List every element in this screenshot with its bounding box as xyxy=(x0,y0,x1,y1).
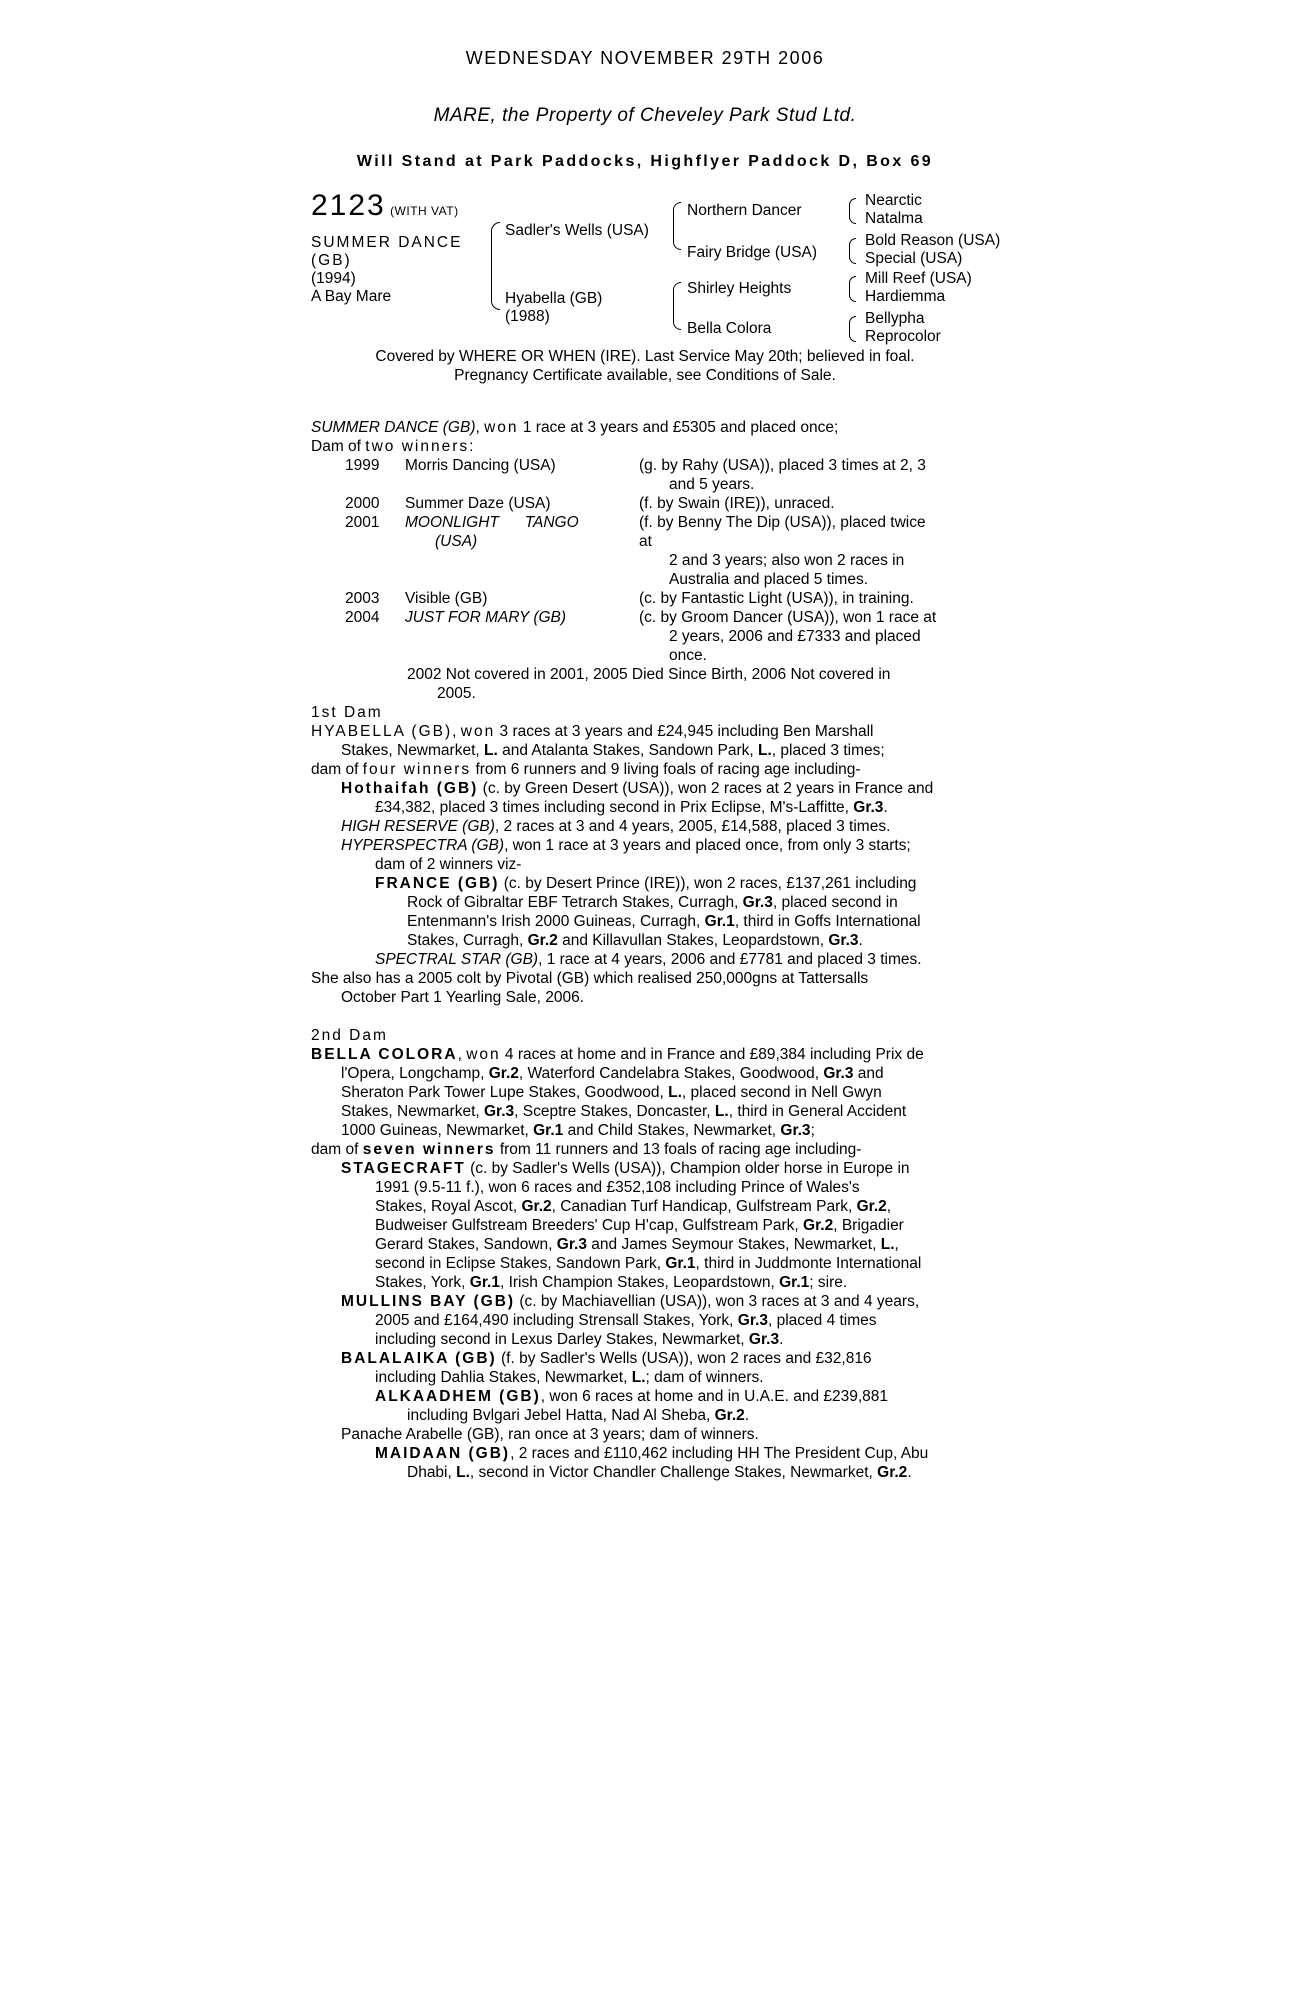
progeny-list xyxy=(345,456,991,665)
ped-dds: Bellypha xyxy=(865,310,925,327)
ped-dsd: Hardiemma xyxy=(865,288,946,305)
catalogue-body: SUMMER DANCE (GB), won 1 race at 3 years and £5305 and placed once; Dam of two winners: 1999 Morris Dancing (USA) (g. by Rahy (USA)), placed 3 times at 2, 3 and 5 years. 2000 Summer Daze (USA) (f. by Swain (IRE)), unraced. 2001 MOONLIGHT TANGO (USA) (f. by Benny The Dip (USA)), placed twice at 2 and 3 years; also won 2 races in Australia and placed 5 times. 2003 Visible (GB) (c. by Fantastic Light (USA)), in training. 2004 JUST FOR MARY (GB) (c. by Groom Dancer (USA)), won 1 race at 2 years, 2006 and £7333 and placed once. 2002 Not covered in 2001, 2005 Died Since Birth, 2006 Not covered in 2005. 1st Dam HYABELLA (GB), won 3 races at 3 years and £24,945 including Ben Marshall Stakes, Newmarket, L. and Atalanta Stakes, Sandown Park, L., placed 3 times; dam of four winners from 6 runners and 9 living foals of racing age including- Hothaifah (GB) (c. by Green Desert (USA)), won 2 races at 2 years in France and £34,382, placed 3 times including second in Prix Eclipse, M's-Laffitte, Gr.3. HIGH RESERVE (GB), 2 races at 3 and 4 years, 2005, £14,588, placed 3 times. HYPERSPECTRA (GB), won 1 race at 3 years and placed once, from only 3 starts; dam of 2 winners viz- FRANCE (GB) (c. by Desert Prince (IRE)), won 2 races, £137,261 including Rock of Gibraltar EBF Tetrarch Stakes, Curragh, Gr.3, placed second in Entenmann's Irish 2000 Guineas, Curragh, Gr.1, third in Goffs International Stakes, Curragh, Gr.2 and Killavullan Stakes, Leopardstown, Gr.3. SPECTRAL STAR (GB), 1 race at 4 years, 2006 and £7781 and placed 3 times. She also has a 2005 colt by Pivotal (GB) which realised 250,000gns at Tattersalls October Part 1 Yearling Sale, 2006. 2nd Dam BELLA COLORA, won 4 races at home and in France and £89,384 including Prix de l'Opera, Longchamp, Gr.2, Waterford Candelabra Stakes, Goodwood, Gr.3 and Sheraton Park Tower Lupe Stakes, Goodwood, L., placed second in Nell Gwyn Stakes, Newmarket, Gr.3, Sceptre Stakes, Doncaster, L., third in General Accident 1000 Guineas, Newmarket, Gr.1 and Child Stakes, Newmarket, Gr.3; dam of seven winners from 11 runners and 13 foals of racing age including- STAGECRAFT (c. by Sadler's Wells (USA)), Champion older horse in Europe in 1991 (9.5-11 f.), won 6 races and £352,108 including Prince of Wales's Stakes, Royal Ascot, Gr.2, Canadian Turf Handicap, Gulfstream Park, Gr.2, Budweiser Gulfstream Breeders' Cup H'cap, Gulfstream Park, Gr.2, Brigadier Gerard Stakes, Sandown, Gr.3 and James Seymour Stakes, Newmarket, L., second in Eclipse Stakes, Sandown Park, Gr.1, third in Juddmonte International Stakes, York, Gr.1, Irish Champion Stakes, Leopardstown, Gr.1; sire. MULLINS BAY (GB) (c. by Machiavellian (USA)), won 3 races at 3 and 4 years, 2005 and £164,490 including Strensall Stakes, York, Gr.3, placed 4 times including second in Lexus Darley Stakes, Newmarket, Gr.3. BALALAIKA (GB) (f. by Sadler's Wells (USA)), won 2 races and £32,816 including Dahlia Stakes, Newmarket, L.; dam of winners. ALKAADHEM (GB), won 6 races at home and in U.A.E. and £239,881 including Bvlgari Jebel Hatta, Nad Al Sheba, Gr.2. Panache Arabelle (GB), ran once at 3 years; dam of winners. MAIDAAN (GB), 2 races and £110,462 including HH The President Cup, Abu Dhabi, L., second in Victor Chandler Challenge Stakes, Newmarket, Gr.2. xyxy=(311,418,991,1482)
winners-count: two winners xyxy=(365,438,470,455)
bracket xyxy=(491,222,500,310)
bracket xyxy=(849,198,856,224)
ped-dss: Mill Reef (USA) xyxy=(865,270,972,287)
progeny-detail: (f. by Swain (IRE)), unraced. xyxy=(639,495,835,512)
bracket xyxy=(849,316,856,342)
bracket xyxy=(849,276,856,302)
progeny-year: 1999 xyxy=(345,457,380,474)
horse-year: (1994) xyxy=(311,270,356,287)
produce-entry: HIGH RESERVE (GB), 2 races at 3 and 4 years, 2005, £14,588, placed 3 times. xyxy=(341,818,891,835)
property-line: MARE, the Property of Cheveley Park Stud Ltd. xyxy=(433,105,857,126)
dam-sire: Shirley Heights xyxy=(687,280,792,297)
produce-entry: Hothaifah (GB) (c. by Green Desert (USA)), won 2 races at 2 years in France and xyxy=(341,780,934,797)
progeny-detail: (c. by Groom Dancer (USA)), won 1 race at 2 years, 2006 and £7333 and placed once. xyxy=(639,609,937,664)
progeny-detail: (f. by Benny The Dip (USA)), placed twice at 2 and 3 years; also won 2 races in Australia and placed 5 times. xyxy=(639,514,926,588)
bracket xyxy=(849,238,856,264)
stand-location: Will Stand at Park Paddocks, Highflyer Paddock D, Box 69 xyxy=(356,153,934,170)
progeny-note: 2002 Not covered in 2001, 2005 Died Since Birth, 2006 Not covered in 2005. xyxy=(407,666,891,702)
produce-entry: ALKAADHEM (GB), won 6 races at home and in U.A.E. and £239,881 xyxy=(375,1388,889,1405)
progeny-year: 2003 xyxy=(345,590,380,607)
produce-entry: STAGECRAFT (c. by Sadler's Wells (USA)), Champion older horse in Europe in xyxy=(341,1160,910,1177)
horse-description: A Bay Mare xyxy=(311,288,392,305)
sire-sire: Northern Dancer xyxy=(687,202,802,219)
certificate-line: Pregnancy Certificate available, see Conditions of Sale. xyxy=(454,367,836,384)
produce-entry: MAIDAAN (GB), 2 races and £110,462 including HH The President Cup, Abu xyxy=(375,1445,929,1462)
produce-entry: BALALAIKA (GB) (f. by Sadler's Wells (USA)), won 2 races and £32,816 xyxy=(341,1350,872,1367)
progeny-name: JUST FOR MARY (GB) xyxy=(405,609,567,626)
pedigree-table xyxy=(311,190,1011,350)
ped-ssd: Natalma xyxy=(865,210,923,227)
horse-name: SUMMER DANCE xyxy=(311,234,463,251)
sire: Sadler's Wells (USA) xyxy=(505,222,649,239)
produce-entry: MULLINS BAY (GB) (c. by Machiavellian (USA)), won 3 races at 3 and 4 years, xyxy=(341,1293,920,1310)
progeny-name: Summer Daze (USA) xyxy=(405,495,551,512)
progeny-name: Morris Dancing (USA) xyxy=(405,457,556,474)
bracket xyxy=(673,202,681,250)
produce-entry: SPECTRAL STAR (GB), 1 race at 4 years, 2006 and £7781 and placed 3 times. xyxy=(375,951,922,968)
ped-sss: Nearctic xyxy=(865,192,922,209)
covered-note xyxy=(0,347,1290,385)
ped-ddd: Reprocolor xyxy=(865,328,941,345)
lot-number: 2123 xyxy=(311,189,386,222)
produce-entry: HYPERSPECTRA (GB), won 1 race at 3 years and placed once, from only 3 starts; xyxy=(341,837,911,854)
horse-country: (GB) xyxy=(311,252,352,269)
sale-date: WEDNESDAY NOVEMBER 29TH 2006 xyxy=(465,48,825,68)
progeny-year: 2004 xyxy=(345,609,380,626)
progeny-detail: (g. by Rahy (USA)), placed 3 times at 2, 3 and 5 years. xyxy=(639,457,926,493)
mare-name: SUMMER DANCE (GB) xyxy=(311,419,476,436)
second-dam-heading: 2nd Dam xyxy=(311,1027,388,1044)
mare-record: SUMMER DANCE (GB), won 1 race at 3 years and £5305 and placed once; xyxy=(311,419,839,436)
produce-entry: FRANCE (GB) (c. by Desert Prince (IRE)), won 2 races, £137,261 including xyxy=(375,875,917,892)
second-dam-name: BELLA COLORA xyxy=(311,1046,458,1063)
progeny-year: 2001 xyxy=(345,514,380,531)
progeny-year: 2000 xyxy=(345,495,380,512)
covered-line: Covered by WHERE OR WHEN (IRE). Last Service May 20th; believed in foal. xyxy=(375,348,915,365)
ped-sdd: Special (USA) xyxy=(865,250,963,267)
bracket xyxy=(673,282,681,330)
produce-entry: Panache Arabelle (GB), ran once at 3 years; dam of winners. xyxy=(341,1426,759,1443)
lot-heading xyxy=(311,190,459,222)
dam: Hyabella (GB) xyxy=(505,290,603,307)
progeny-name: Visible (GB) xyxy=(405,590,488,607)
progeny-detail: (c. by Fantastic Light (USA)), in training. xyxy=(639,590,914,607)
dam-dam: Bella Colora xyxy=(687,320,772,337)
first-dam-heading: 1st Dam xyxy=(311,704,383,721)
vat-note: (WITH VAT) xyxy=(390,204,459,218)
ped-sds: Bold Reason (USA) xyxy=(865,232,1001,249)
sire-dam: Fairy Bridge (USA) xyxy=(687,244,818,261)
progeny-name: MOONLIGHT TANGO (USA) xyxy=(405,514,579,550)
first-dam-name: HYABELLA (GB) xyxy=(311,723,453,740)
dam-of-line: Dam of two winners: xyxy=(311,438,474,455)
also-note: She also has a 2005 colt by Pivotal (GB) which realised 250,000gns at Tattersalls xyxy=(311,970,869,987)
dam-year: (1988) xyxy=(505,308,550,325)
